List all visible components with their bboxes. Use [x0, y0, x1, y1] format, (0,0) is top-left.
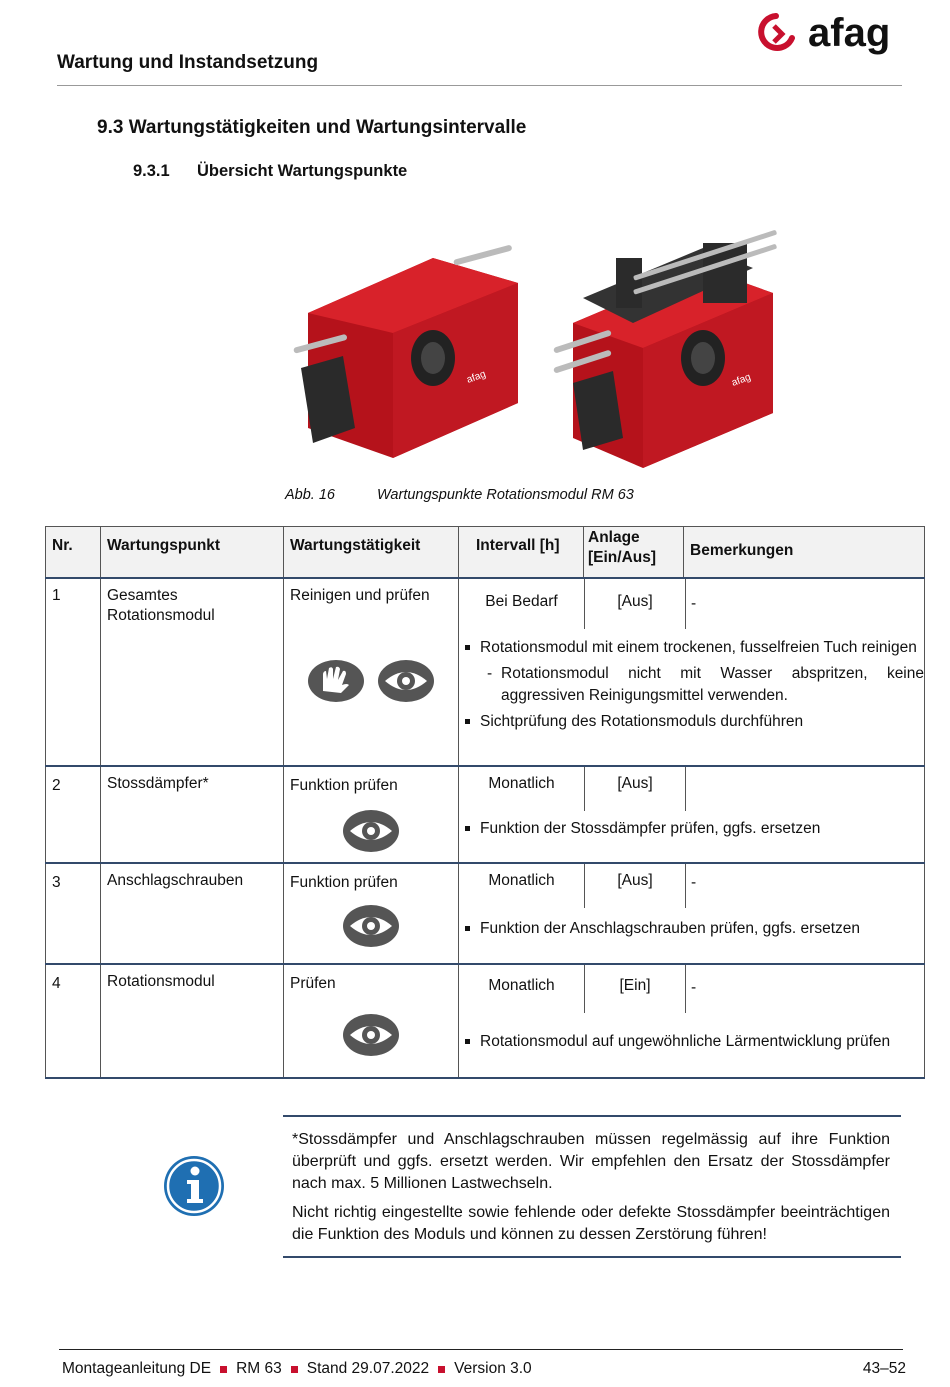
row-notes [459, 629, 924, 733]
table-header-row [46, 527, 925, 579]
eye-icon [342, 904, 400, 948]
footer-separator [291, 1366, 298, 1373]
row-intervall: Monatlich [459, 965, 585, 1013]
eye-icon [342, 809, 400, 853]
eye-icon [377, 659, 435, 703]
table-row [46, 578, 925, 766]
footer-product: RM 63 [236, 1360, 282, 1377]
info-note-paragraph-2: Nicht richtig eingestellte sowie fehlende oder defekte Stossdämpfer beeinträchtigen die Funktion des Moduls und können zu dessen Zerstörung führen! [292, 1204, 890, 1243]
row-wartungspunkt: Stossdämpfer* [101, 766, 284, 863]
row-nr: 1 [46, 578, 101, 766]
figure-caption [285, 487, 634, 503]
note-item: Funktion der Stossdämpfer prüfen, ggfs. ersetzen [463, 818, 924, 840]
footer-separator [438, 1366, 445, 1373]
svg-text:afag: afag [730, 371, 753, 389]
subsection-heading [133, 162, 407, 181]
row-wartungstaetigkeit: Reinigen und prüfen [290, 587, 430, 604]
row-bemerkungen [686, 767, 691, 811]
row-wartungspunkt: Gesamtes Rotationsmodul [101, 578, 284, 766]
row-bemerkungen: - [691, 595, 697, 612]
table-row [46, 964, 925, 1078]
col-header-wartungspunkt: Wartungspunkt [101, 527, 284, 579]
col-header-wartungstaetigkeit: Wartungstätigkeit [284, 527, 459, 579]
row-notes [459, 1013, 924, 1053]
product-photo [283, 228, 789, 474]
row-nr: 2 [46, 766, 101, 863]
rotation-module-left [293, 244, 518, 458]
row-wartungstaetigkeit: Prüfen [290, 975, 336, 992]
col-header-nr: Nr. [46, 527, 101, 579]
svg-text:afag: afag [808, 11, 891, 55]
row-anlage: [Aus] [585, 579, 686, 629]
footer-separator [220, 1366, 227, 1373]
glove-hand-icon [307, 659, 365, 703]
row-wartungspunkt: Rotationsmodul [101, 964, 284, 1078]
info-note-paragraph-1: *Stossdämpfer und Anschlagschrauben müssen regelmässig auf ihre Funktion überprüft und ggfs. ersetzt werden. Wir empfehlen den Ersatz der Stossdämpfer nach max. 5 Millionen Lastwechseln. [292, 1131, 890, 1192]
header-rule [57, 85, 902, 86]
table-row [46, 863, 925, 964]
row-intervall: Monatlich [459, 864, 585, 908]
note-item: Rotationsmodul mit einem trockenen, fusselfreien Tuch reinigen [463, 637, 924, 659]
eye-icon [342, 1013, 400, 1057]
page-number: 43–52 [862, 1360, 906, 1377]
figure-number: Abb. 16 [285, 487, 335, 503]
info-note [283, 1115, 901, 1258]
row-anlage: [Aus] [585, 864, 686, 908]
footer-date: Stand 29.07.2022 [306, 1360, 430, 1377]
row-nr: 3 [46, 863, 101, 964]
afag-logo [754, 8, 904, 58]
rotation-module-right [553, 230, 777, 468]
row-bemerkungen: - [691, 979, 697, 996]
figure-caption-text: Wartungspunkte Rotationsmodul RM 63 [377, 487, 634, 503]
info-icon [163, 1155, 225, 1217]
note-item: Rotationsmodul auf ungewöhnliche Lärmentwicklung prüfen [463, 1031, 924, 1053]
footer [62, 1360, 532, 1378]
row-bemerkungen: - [691, 874, 697, 891]
note-item: Sichtprüfung des Rotationsmoduls durchführen [463, 711, 924, 733]
row-anlage: [Ein] [585, 965, 686, 1013]
row-anlage: [Aus] [585, 767, 686, 811]
maintenance-table [45, 526, 925, 1079]
table-row [46, 766, 925, 863]
footer-doc-type: Montageanleitung DE [62, 1360, 212, 1377]
subsection-title: Übersicht Wartungspunkte [197, 162, 408, 180]
section-heading: 9.3 Wartungstätigkeiten und Wartungsintervalle [97, 117, 527, 138]
row-notes [459, 811, 924, 840]
row-wartungstaetigkeit: Funktion prüfen [290, 777, 398, 794]
col-header-intervall: Intervall [h] [459, 527, 584, 577]
row-wartungstaetigkeit: Funktion prüfen [290, 874, 398, 891]
footer-version: Version 3.0 [454, 1360, 532, 1377]
row-nr: 4 [46, 964, 101, 1078]
row-notes [459, 908, 924, 940]
footer-rule [59, 1349, 903, 1350]
note-item: Funktion der Anschlagschrauben prüfen, ggfs. ersetzen [463, 918, 924, 940]
col-header-anlage: Anlage [Ein/Aus] [584, 527, 684, 577]
note-subitem: - Rotationsmodul nicht mit Wasser abspritzen, keine aggressiven Reinigungsmittel verwenden. [463, 663, 924, 707]
subsection-number: 9.3.1 [133, 162, 170, 180]
row-wartungspunkt: Anschlagschrauben [101, 863, 284, 964]
row-intervall: Bei Bedarf [459, 579, 585, 629]
svg-text:afag: afag [465, 368, 488, 386]
row-intervall: Monatlich [459, 767, 585, 811]
header-title: Wartung und Instandsetzung [57, 52, 319, 73]
col-header-bemerkungen: Bemerkungen [690, 542, 794, 559]
